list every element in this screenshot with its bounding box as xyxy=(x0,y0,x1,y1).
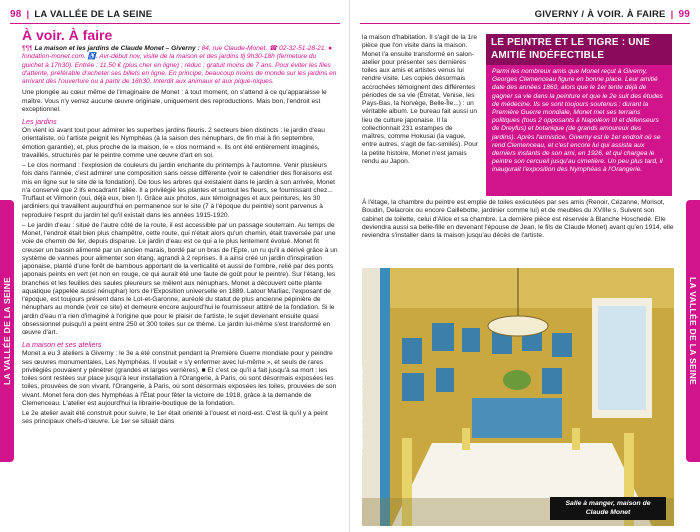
right-bottom-text xyxy=(362,199,674,242)
paragraph-second-atelier: Le 2e atelier avait été construit pour suivre, le 1er était orienté à l'ouest et nord-est. C'est là qu'il y a peint ses principaux chefs-d'œuvre. Le 1er se situait dans xyxy=(22,410,328,426)
paragraph-jardin-eau: – Le jardin d'eau : situé de l'autre côté de la route, il est accessible par un passage souterrain. Au temps de Monet, l'endroit était bien plus champêtre, cette route, qui n'était alors qu'un chemin, était traversée par une voie de chemin de fer, depuis disparue. Le jardin d'eau est ce qui a le plus lentement évolué. Monet fit creuser un bassin alimenté par un ancien marais, bordé par un bras de l'Epte, un ru qu'il a dérivé grâce à un système de vannes pour alimenter son étang, agrandi à 2 reprises. Il a ainsi créé un jardin d'inspiration japonaise, planté d'une forêt de bambous apportant de la verticalité et aussi de l'ombre, relié par des ponts japonais peints en vert (et non en rouge, ce qui aurait été une faute de goût pour le peintre). Sur l'étang, les branches et les feuilles des saules pleureurs se mêlent aux nénuphars. Monet a découvert cette plante aquatique (appelée aussi nénuphar) lors de l'Exposition universelle en 1889. Latour Marliac, l'exposant de l'époque, est toujours présent dans le Lot-et-Garonne, auréolé du statut de plus ancienne pépinière de nénuphars au monde (voir ce site) et demeure encore aujourd'hui le fournisseur attitré de la fondation. Si le jardin d'eau n'a rien d'imaginé à l'origine que pour le plaisir de l'artiste, le sujet devenant ensuite quasi obsessionnel puisqu'il a peint entre 250 et 300 toiles sur ce thème. Le jardin lui-même s'est transformé en œuvre d'art. xyxy=(22,221,338,336)
box-title: LE PEINTRE ET LE TIGRE : UNE AMITIÉ INDÉFECTIBLE xyxy=(486,34,672,65)
practical-info xyxy=(22,45,338,86)
venue-name: La maison et les jardins de Claude Monet – Giverny : xyxy=(34,45,200,52)
subheading-jardins: Les jardins xyxy=(22,117,57,126)
sidebar-box xyxy=(486,34,672,196)
left-page-number: 98 xyxy=(10,9,22,20)
left-running-title: LA VALLÉE DE LA SEINE xyxy=(34,9,153,20)
left-side-tab xyxy=(0,200,14,462)
right-running-title: GIVERNY / À VOIR. À FAIRE xyxy=(534,9,666,20)
etage-paragraph: À l'étage, la chambre du peintre est emplie de toiles exécutées par ses amis (Renoir, Cézanne, Morisot, Boudin, Delacroix ou encore Caillebotte, jardinier comme lui) et de meubles du XVIIIe s. Suivent son cabinet de toilette, celui d'Alice et sa chambre. La dernière pièce est réservée à Blanche Hoschedé. Elle deviendra aussi sa belle-fille en devenant l'épouse de Jean, le fils de Claude Monet) avant qu'en 1914, elle reviendra s'installer dans la maison jusqu'au décès de l'artiste. xyxy=(362,199,674,239)
right-side-tab-label: LA VALLÉE DE LA SEINE xyxy=(688,277,698,385)
right-header-rule xyxy=(360,23,690,24)
paragraph-clos-normand: – Le clos normand : l'explosion de couleurs du jardin enchante du printemps à l'automne. Venir plusieurs fois dans l'année, c'est admirer une composition sans cesse différente (voir le calendrier des floraisons est mis en ligne sur le site de la fondation). De tous les arbres qui existaient dans le jardin à son arrivée, Monet n'a conservé que 2 ifs encadrant l'allée. Il a privilégié les plantes et surtout les fleurs, se fournissant chez... Truffaut et Vilmorin (oui, déjà eux, bien !). Grâce aux photos, aux témoignages et aux peintures, les 30 jardiniers qui travaillent aujourd'hui en permanence sur le site (7 à l'époque du peintre) sont parvenus à reproduire l'esprit du jardin tel qu'il existait dans les années 1915-1920. xyxy=(22,162,336,219)
left-side-tab-label: LA VALLÉE DE LA SEINE xyxy=(2,277,12,385)
left-header-rule xyxy=(10,23,340,24)
paragraph-ateliers: Monet a eu 3 ateliers à Giverny : le 3e a été construit pendant la Première Guerre mondiale pour y peindre ses œuvres monumentales, Les Nymphéas. Il voulait « s'y enfermer avec lui-même », et seuls de rares privilégiés pouvaient y pénétrer (grandes et larges verrières). ■ Et c'est ce qu'il a fait jusqu'à sa mort : les toiles sont restées sur place jusqu'à leur installation à l'Orangerie, à Paris, où sont désormais exposées les toiles, prouvées de son vivant, l'Orangerie, à Paris, où sont désormais exposées les toiles, prouvées de son vivant. Monet fera don des Nymphéas à l'État pour fêter la victoire de 1918, grâce à la demande de Clemenceau. L'atelier est aujourd'hui la librairie-boutique de la fondation. xyxy=(22,350,337,407)
photo-credit: © GEAY/LECTURE/PHOTO MONET xyxy=(359,365,365,456)
left-running-head: 98 | LA VALLÉE DE LA SEINE xyxy=(10,9,153,20)
paragraph-jardins: On vient ici avant tout pour admirer les superbes jardins fleuris. 2 secteurs bien distincts : le jardin d'eau orientaliste, où l'artiste peignit les Nymphéas (à la saison des nénuphars, de fin mai à fin septembre, émotion garantie), et, plus proche de la maison, le « clos normand ». Ils ont été entièrement imaginés, travaillés, structurés par le peintre comme une œuvre d'art en soi. xyxy=(22,127,325,159)
section-title: À voir. À faire xyxy=(22,27,113,43)
right-page-number: 99 xyxy=(678,9,690,20)
photo-caption: Salle à manger, maison de Claude Monet xyxy=(550,497,666,520)
salon-atelier-paragraph: la maison d'habitation. Il s'agit de la 1re pièce que l'on visite dans la maison. Monet l'a ensuite transformé en salon-atelier pour présenter ses dernières toiles aux amis et artistes venus lui rendre visite. Les copies désormais accrochées témoignent des différentes périodes de sa vie (Étretat, Venise, les Pays-Bas, la Norvège, Belle-Île...) : un véritable album. Le bureau fait aussi un lieu de culture japonaise. Il la collectionnait 231 estampes de maîtres, comme Hokusai (la vague, entre autres, s'agit de fac-similés). Pour la petite histoire, Monet n'est jamais rendu au Japon. xyxy=(362,34,478,165)
intro-paragraph: Une plongée au cœur même de l'imaginaire de Monet : à tout moment, on s'attend à ce qu'apparaisse le maître. Vous n'y verrez aucune œuvre originale, uniquement des reproductions. Mais bon, l'endroit est exceptionnel. xyxy=(22,89,327,113)
venue-details: 84, rue Claude-Monet. ☎ 02-32-51-28-21. ● fondation-monet.com. ♿. Avr-début nov, visite de la maison et des jardins tlj 9h30-18h (fermeture du guichet à 17h30). Entrée : 11,50 € (plus cher en ligne) ; réduc ; gratuit moins de 7 ans. Pour éviter les files d'attente, préférable d'acheter ses billets en ligne. En principe, beaucoup moins de monde sur les jardins en arrivant dès l'ouverture ou à partir de 16h30. Interdit aux animaux et aux pique-niques. xyxy=(22,45,337,85)
right-text-column xyxy=(362,34,478,168)
left-text-column xyxy=(22,27,338,429)
right-page xyxy=(350,0,700,532)
dining-room-illustration xyxy=(362,268,674,526)
right-side-tab xyxy=(686,200,700,462)
right-running-head: GIVERNY / À VOIR. À FAIRE | 99 xyxy=(534,9,690,20)
subheading-maison: La maison et ses ateliers xyxy=(22,340,102,350)
dining-room-photo xyxy=(359,268,674,526)
box-text: Parmi les nombreux amis que Monet reçut à Giverny, Georges Clemenceau figure en bonne place. Leur amitié date des années 1860, alors que le 1er tente déjà de gagner sa vie dans la peinture et que le 2e suit des études de médecine. Ils se sont toujours soutenus : durant la Première Guerre mondiale, Monet met ses terrains politiques (tous 2 opposants à Napoléon III et défenseurs de Dreyfus) et botanique (de grands amoureux des jardins). Après l'armistice, Giverny est le 1er endroit où se rend Clemenceau, et c'est encore lui qui assista aux derniers instants de son ami, en 1926, et qui chargea le peintre son cercueil jusqu'au cimetière. Un peu plus tard, il inaugurait l'exposition des Nymphéas à l'Orangerie. xyxy=(492,68,663,174)
rating-icon: ¶¶¶ xyxy=(22,45,33,52)
